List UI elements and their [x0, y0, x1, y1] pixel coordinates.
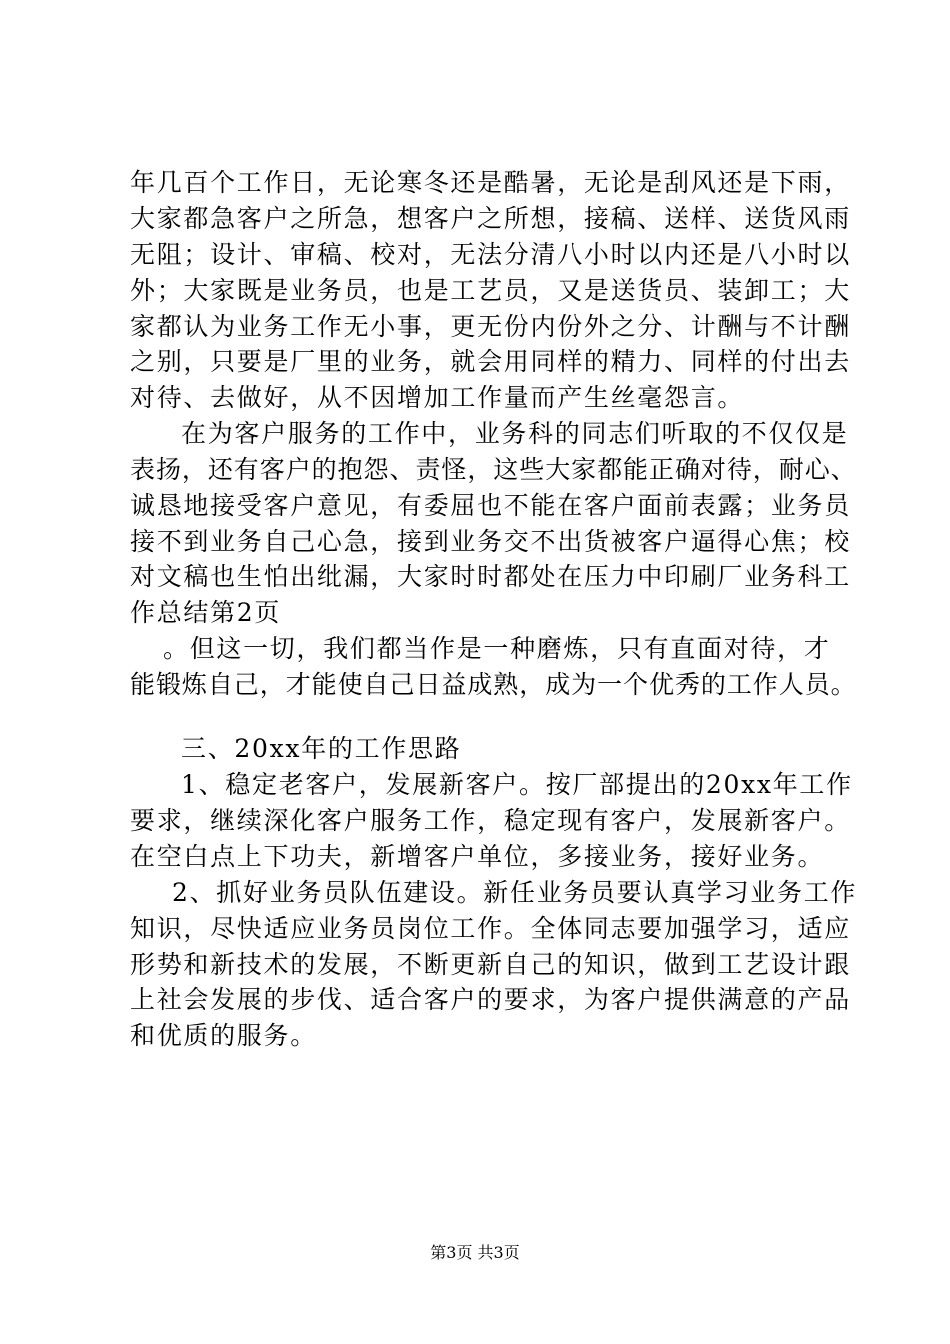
body-line: 大家都急客户之所急，想客户之所想，接稿、送样、送货风雨 [130, 204, 851, 233]
body-line: 对文稿也生怕出纰漏，大家时时都处在压力中印刷厂业务科工 [130, 562, 851, 591]
body-line: 作总结第2页 [130, 598, 282, 627]
body-line: 2、抓好业务员队伍建设。新任业务员要认真学习业务工作 [172, 878, 858, 907]
body-line: 在空白点上下功夫，新增客户单位，多接业务，接好业务。 [130, 842, 825, 871]
body-line: 之别，只要是厂里的业务，就会用同样的精力、同样的付出去 [130, 347, 851, 376]
body-line: 对待、去做好，从不因增加工作量而产生丝毫怨言。 [130, 383, 745, 412]
body-line: 要求，继续深化客户服务工作，稳定现有客户，发展新客户。 [130, 806, 851, 835]
body-line: 上社会发展的步伐、适合客户的要求，为客户提供满意的产品 [130, 985, 851, 1014]
body-line: 诚恳地接受客户意见，有委屈也不能在客户面前表露；业务员 [130, 491, 851, 520]
body-line: 家都认为业务工作无小事，更无份内份外之分、计酬与不计酬 [130, 312, 851, 341]
body-line: 在为客户服务的工作中，业务科的同志们听取的不仅仅是 [181, 419, 849, 448]
body-line: 表扬，还有客户的抱怨、责怪，这些大家都能正确对待，耐心、 [130, 455, 857, 484]
body-line: 形势和新技术的发展，不断更新自己的知识，做到工艺设计跟 [130, 950, 851, 979]
body-line: 和优质的服务。 [130, 1021, 317, 1050]
body-line: 外；大家既是业务员，也是工艺员，又是送货员、装卸工；大 [130, 276, 851, 305]
body-line: 1、稳定老客户，发展新客户。按厂部提出的20xx年工作 [181, 770, 853, 799]
body-line: 能锻炼自己，才能使自己日益成熟，成为一个优秀的工作人员。 [130, 670, 857, 699]
body-line: 知识，尽快适应业务员岗位工作。全体同志要加强学习，适应 [130, 914, 851, 943]
page-footer: 第3页 共3页 [430, 1243, 520, 1262]
section-heading: 三、20xx年的工作思路 [181, 734, 462, 763]
body-line: 接不到业务自己心急，接到业务交不出货被客户逼得心焦；校 [130, 527, 851, 556]
body-line: 年几百个工作日，无论寒冬还是酷暑，无论是刮风还是下雨， [130, 168, 851, 197]
body-line: 。但这一切，我们都当作是一种磨炼，只有直面对待，才 [163, 634, 831, 663]
body-line: 无阻；设计、审稿、校对，无法分清八小时以内还是八小时以 [130, 240, 851, 269]
